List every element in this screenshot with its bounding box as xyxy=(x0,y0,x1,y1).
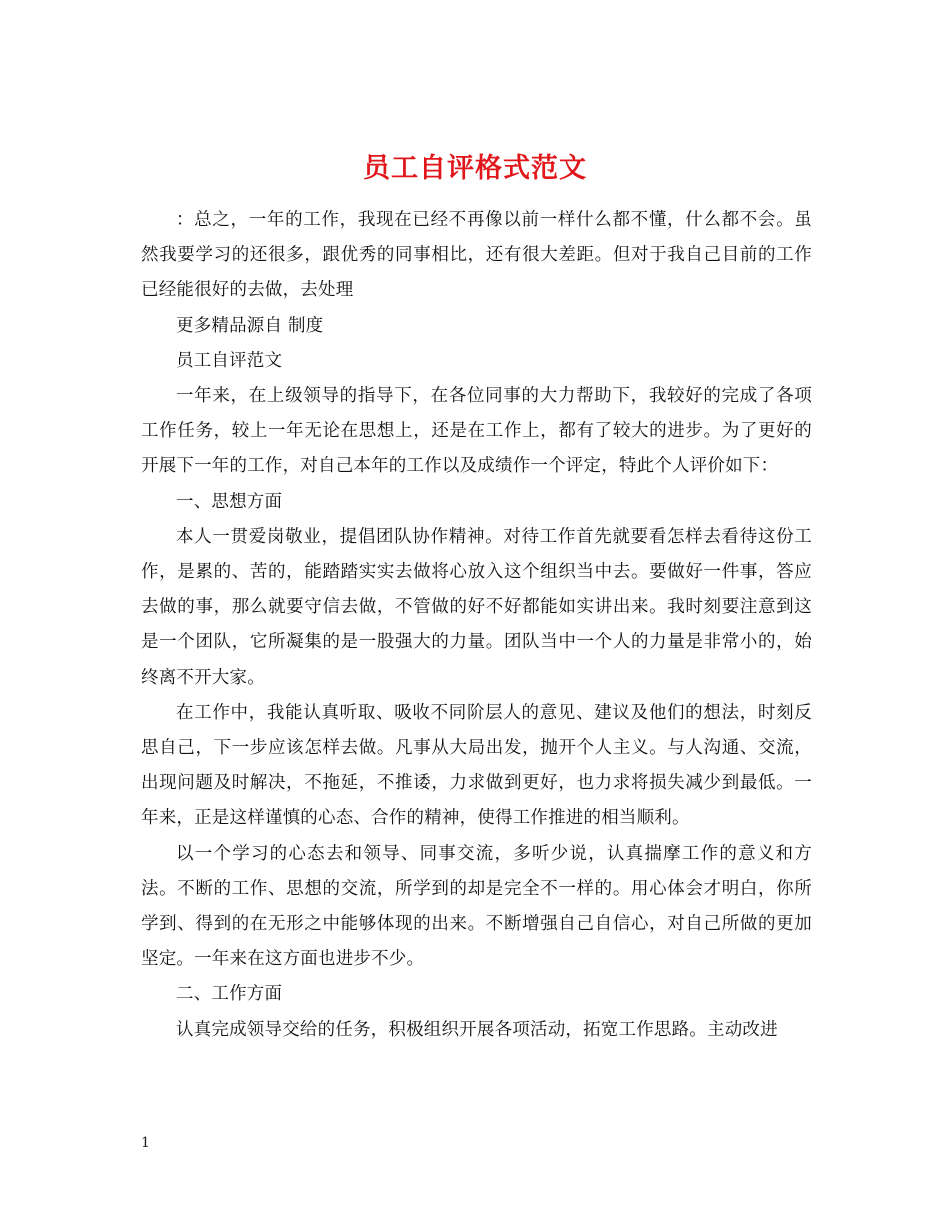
paragraph-work-1: 认真完成领导交给的任务，积极组织开展各项活动，拓宽工作思路。主动改进 xyxy=(176,1019,778,1040)
paragraph-thought-3: 以一个学习的心态去和领导、同事交流，多听少说，认真揣摩工作的意义和方法。不断的工作、思想的交流，所学到的却是完全不一样的。用心体会才明白，你所学到、得到的在无形之中能够体现的出来。不断增强自己自信心，对自己所做的更加坚定。一年来在这方面也进步不少。 xyxy=(141,843,812,970)
section-heading-thought: 一、思想方面 xyxy=(176,491,283,512)
paragraph-source-note: 更多精品源自 制度 xyxy=(176,315,324,336)
paragraph-intro: 一年来，在上级领导的指导下，在各位同事的大力帮助下，我较好的完成了各项工作任务，较上一年无论在思想上，还是在工作上，都有了较大的进步。为了更好的开展下一年的工作，对自己本年的工作以及成绩作一个评定，特此个人评价如下： xyxy=(141,386,812,477)
document-body xyxy=(141,203,812,1048)
paragraph-summary: ：总之，一年的工作，我现在已经不再像以前一样什么都不懂，什么都不会。虽然我要学习的还很多，跟优秀的同事相比，还有很大差距。但对于我自己目前的工作已经能很好的去做，去处理 xyxy=(141,210,812,301)
paragraph-thought-2: 在工作中，我能认真听取、吸收不同阶层人的意见、建议及他们的想法，时刻反思自己，下一步应该怎样去做。凡事从大局出发，抛开个人主义。与人沟通、交流，出现问题及时解决，不拖延，不推诿，力求做到更好，也力求将损失减少到最低。一年来，正是这样谨慎的心态、合作的精神，使得工作推进的相当顺利。 xyxy=(141,702,812,829)
page-number: 1 xyxy=(141,1135,150,1151)
paragraph-subtitle: 员工自评范文 xyxy=(176,350,283,371)
paragraph-thought-1: 本人一贯爱岗敬业，提倡团队协作精神。对待工作首先就要看怎样去看待这份工作，是累的、苦的，能踏踏实实去做将心放入这个组织当中去。要做好一件事，答应去做的事，那么就要守信去做，不管做的好不好都能如实讲出来。我时刻要注意到这是一个团队，它所凝集的是一股强大的力量。团队当中一个人的力量是非常小的，始终离不开大家。 xyxy=(141,526,812,688)
section-heading-work: 二、工作方面 xyxy=(176,984,283,1005)
page-title: 员工自评格式范文 xyxy=(363,153,587,185)
